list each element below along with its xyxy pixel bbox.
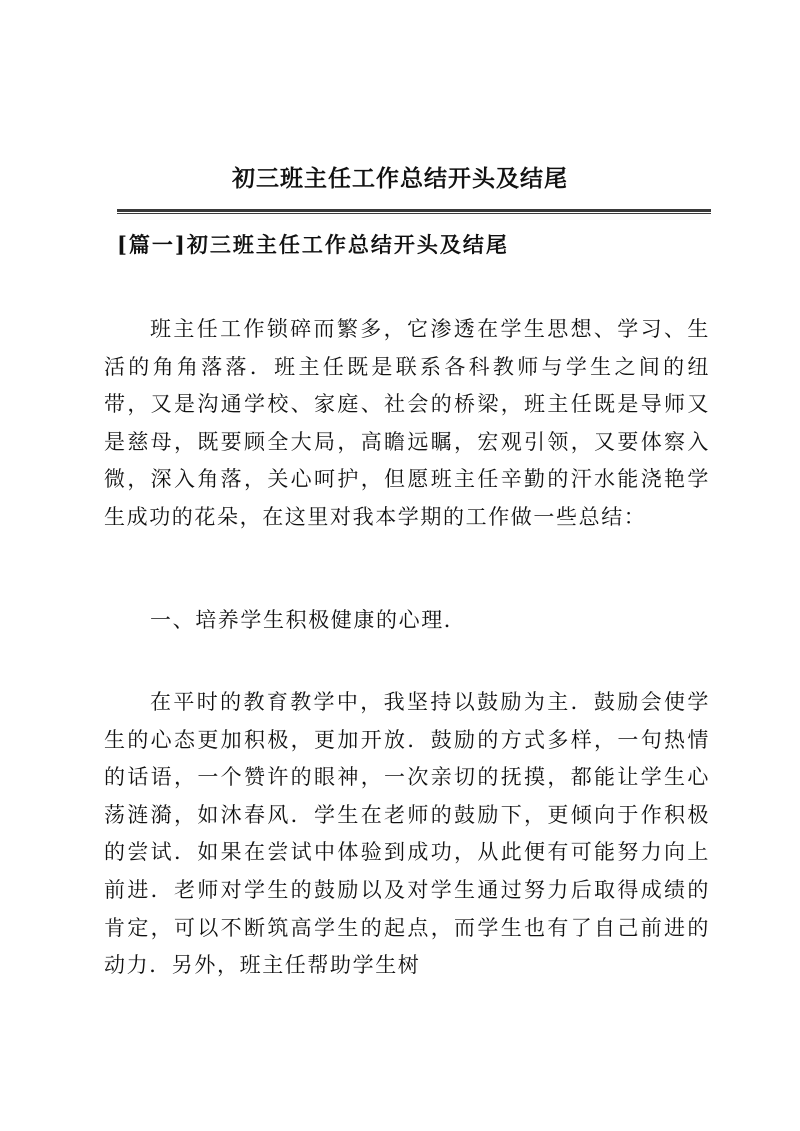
section-heading: [篇一]初三班主任工作总结开头及结尾 bbox=[117, 232, 509, 257]
document-title: 初三班主任工作总结开头及结尾 bbox=[232, 165, 568, 192]
paragraph-intro: 班主任工作锁碎而繁多，它渗透在学生思想、学习、生活的角角落落．班主任既是联系各科教师与学生之间的纽带，又是沟通学校、家庭、社会的桥梁，班主任既是导师又是慈母，既要顾全大局，高瞻远瞩，宏观引领，又要体察入微，深入角落，关心呵护，但愿班主任辛勤的汗水能浇艳学生成功的花朵，在这里对我本学期的工作做一些总结： bbox=[104, 317, 710, 529]
paragraph-heading-point-one: 一、培养学生积极健康的心理． bbox=[150, 608, 467, 632]
title-divider bbox=[117, 209, 711, 214]
paragraph-encouragement: 在平时的教育教学中，我坚持以鼓励为主．鼓励会使学生的心态更加积极，更加开放．鼓励的方式多样，一句热情的话语，一个赞许的眼神，一次亲切的抚摸，都能让学生心荡涟漪，如沐春风．学生在老师的鼓励下，更倾向于作积极的尝试．如果在尝试中体验到成功，从此便有可能努力向上前进．老师对学生的鼓励以及对学生通过努力后取得成绩的肯定，可以不断筑高学生的起点，而学生也有了自己前进的动力．另外，班主任帮助学生树 bbox=[104, 690, 710, 978]
